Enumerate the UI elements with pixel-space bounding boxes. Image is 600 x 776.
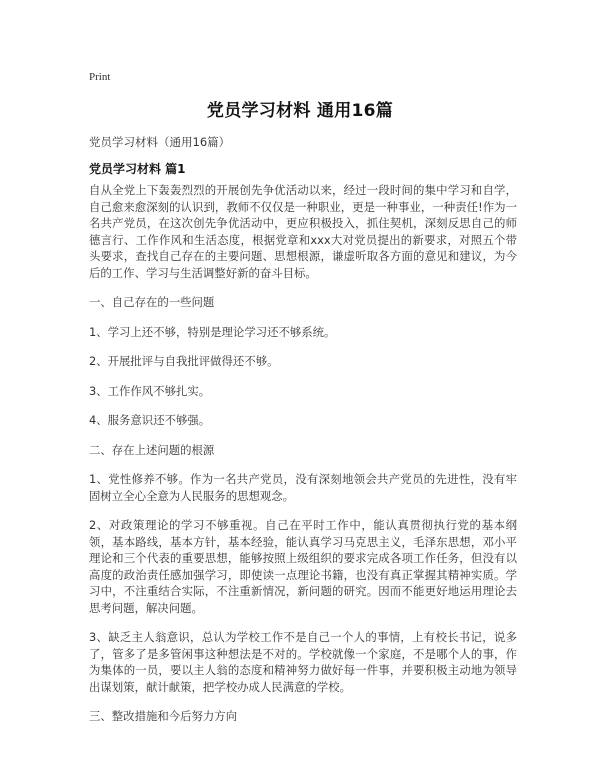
problem-item-2: 2、开展批评与自我批评做得还不够。 (89, 354, 279, 368)
cause-paragraph-3: 3、缺乏主人翁意识，总认为学校工作不是自己一个人的事情，上有校长书记，说多了，管多了是多管闲事这种想法是不对的。学校就像一个家庭，不是哪个人的事，作为集体的一员，要以主人翁的态度和精神努力做好每一件事，并要积极主动地为领导出谋划策，献计献策，把学校办成人民满意的学校。 (89, 630, 517, 694)
heading-root-causes: 二、存在上述问题的根源 (89, 442, 215, 457)
document-title: 党员学习材料 通用16篇 (206, 101, 394, 121)
intro-paragraph: 自从全党上下轰轰烈烈的开展创先争优活动以来，经过一段时间的集中学习和自学，自己愈来愈深刻的认识到，教师不仅仅是一种职业，更是一种事业，一种责任!作为一名共产党员，在这次创先争优活动中，更应积极投入，抓住契机，深刻反思自己的师德言行、工作作风和生活态度，根据党章和xxx大对党员提出的新要求，对照五个带头要求，查找自己存在的主要问题、思想根源，谦虚听取各方面的意见和建议，为今后的工作、学习与生活调整好新的奋斗目标。 (89, 183, 517, 280)
problem-item-1: 1、学习上还不够，特别是理论学习还不够系统。 (89, 324, 336, 339)
cause-paragraph-1: 1、党性修养不够。作为一名共产党员，没有深刻地领会共产党员的先进性，没有牢固树立全心全意为人民服务的思想观念。 (89, 472, 517, 503)
problem-item-4: 4、服务意识还不够强。 (89, 413, 211, 427)
heading-measures: 三、整改措施和今后努力方向 (89, 709, 238, 723)
section-title: 党员学习材料 篇1 (89, 162, 186, 176)
document-body (89, 182, 517, 738)
cause-paragraph-2: 2、对政策理论的学习不够重视。自己在平时工作中，能认真贯彻执行党的基本纲领，基本路线，基本方针，基本经验，能认真学习马克思主义，毛泽东思想，邓小平理论和三个代表的重要思想，能够按照上级组织的要求完成各项工作任务，但没有以高度的政治责任感加强学习，即使读一点理论书籍，也没有真正掌握其精神实质。学习中，不注重结合实际，不注重新情况，新问题的研究。因而不能更好地运用理论去思考问题，解决问题。 (89, 518, 517, 615)
heading-problems: 一、自己存在的一些问题 (89, 295, 215, 309)
document-subtitle: 党员学习材料（通用16篇） (89, 135, 231, 149)
print-label[interactable]: Print (89, 71, 111, 83)
problem-item-3: 3、工作作风不够扎实。 (89, 383, 211, 398)
